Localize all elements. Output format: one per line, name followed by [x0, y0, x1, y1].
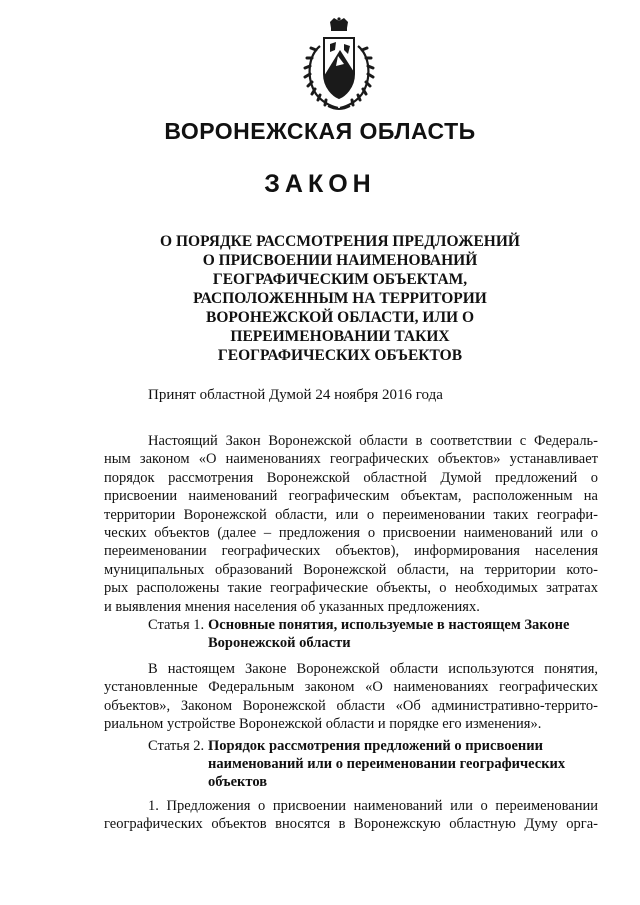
text-line: порядок рассмотрения Воронежской областной Думой предложений о: [104, 469, 598, 486]
text-line: Настоящий Закон Воронежской области в соответствии с Федераль-: [148, 433, 598, 449]
law-title-line: О ПОРЯДКЕ РАССМОТРЕНИЯ ПРЕДЛОЖЕНИЙ: [160, 233, 520, 250]
article-title: [208, 616, 569, 652]
text-line: присвоении наименований географическим объектам, расположенным на: [104, 488, 598, 505]
text-line: географических объектов вносятся в Воронежскую областную Думу орга-: [104, 816, 598, 833]
text-line: 1. Предложения о присвоении наименований или о переименовании: [148, 798, 598, 814]
article-label: Статья 2.: [148, 738, 205, 754]
document-type: ЗАКОН: [264, 170, 376, 198]
law-title-line: О ПРИСВОЕНИИ НАИМЕНОВАНИЙ: [202, 252, 478, 269]
text-line: и выявления мнения населения об указанных предложениях.: [104, 598, 480, 615]
article-title-line: наименований или о переименовании географических: [208, 756, 566, 772]
adoption-note: Принят областной Думой 24 ноября 2016 года: [148, 387, 443, 403]
text-line: риальном устройстве Воронежской области и порядке его изменения».: [104, 716, 542, 733]
article-title: [208, 737, 565, 791]
text-line: рых расположены такие географические объекты, о необходимых затратах: [104, 580, 598, 597]
law-title-line: ПЕРЕИМЕНОВАНИИ ТАКИХ: [230, 328, 450, 345]
text-line: ным законом «О наименованиях географических объектов» устанавливает: [104, 451, 598, 468]
law-title-line: РАСПОЛОЖЕННЫМ НА ТЕРРИТОРИИ: [193, 290, 487, 307]
article-title-line: Воронежской области: [208, 635, 351, 651]
article-2-text: [104, 797, 598, 834]
article-label: Статья 1.: [148, 617, 205, 633]
text-line: переименовании географических объектов), информирования населения: [104, 543, 598, 560]
coat-of-arms-icon: [300, 16, 378, 112]
law-title: [120, 232, 560, 365]
article-title-line: объектов: [208, 774, 268, 790]
text-line: территории Воронежской области, или о переименовании таких географи-: [104, 506, 598, 523]
preamble-paragraph: [104, 432, 598, 616]
article-title-line: Порядок рассмотрения предложений о присвоении: [208, 738, 543, 754]
article-1-text: [104, 660, 598, 734]
text-line: В настоящем Законе Воронежской области используются понятия,: [148, 661, 598, 677]
region-title: ВОРОНЕЖСКАЯ ОБЛАСТЬ: [164, 118, 476, 144]
text-line: установленные Федеральным законом «О наименованиях географических: [104, 679, 598, 696]
law-title-line: ГЕОГРАФИЧЕСКИМ ОБЪЕКТАМ,: [212, 271, 468, 288]
article-title-line: Основные понятия, используемые в настоящем Законе: [208, 617, 570, 633]
text-line: объектов», Законом Воронежской области «Об административно-террито-: [104, 697, 598, 714]
law-title-line: ГЕОГРАФИЧЕСКИХ ОБЪЕКТОВ: [217, 347, 463, 364]
text-line: ческих объектов (далее – предложения о присвоении наименований или о: [104, 525, 598, 542]
law-title-line: ВОРОНЕЖСКОЙ ОБЛАСТИ, ИЛИ О: [205, 309, 475, 326]
text-line: муниципальных образований Воронежской области, на территории кото-: [104, 561, 598, 578]
